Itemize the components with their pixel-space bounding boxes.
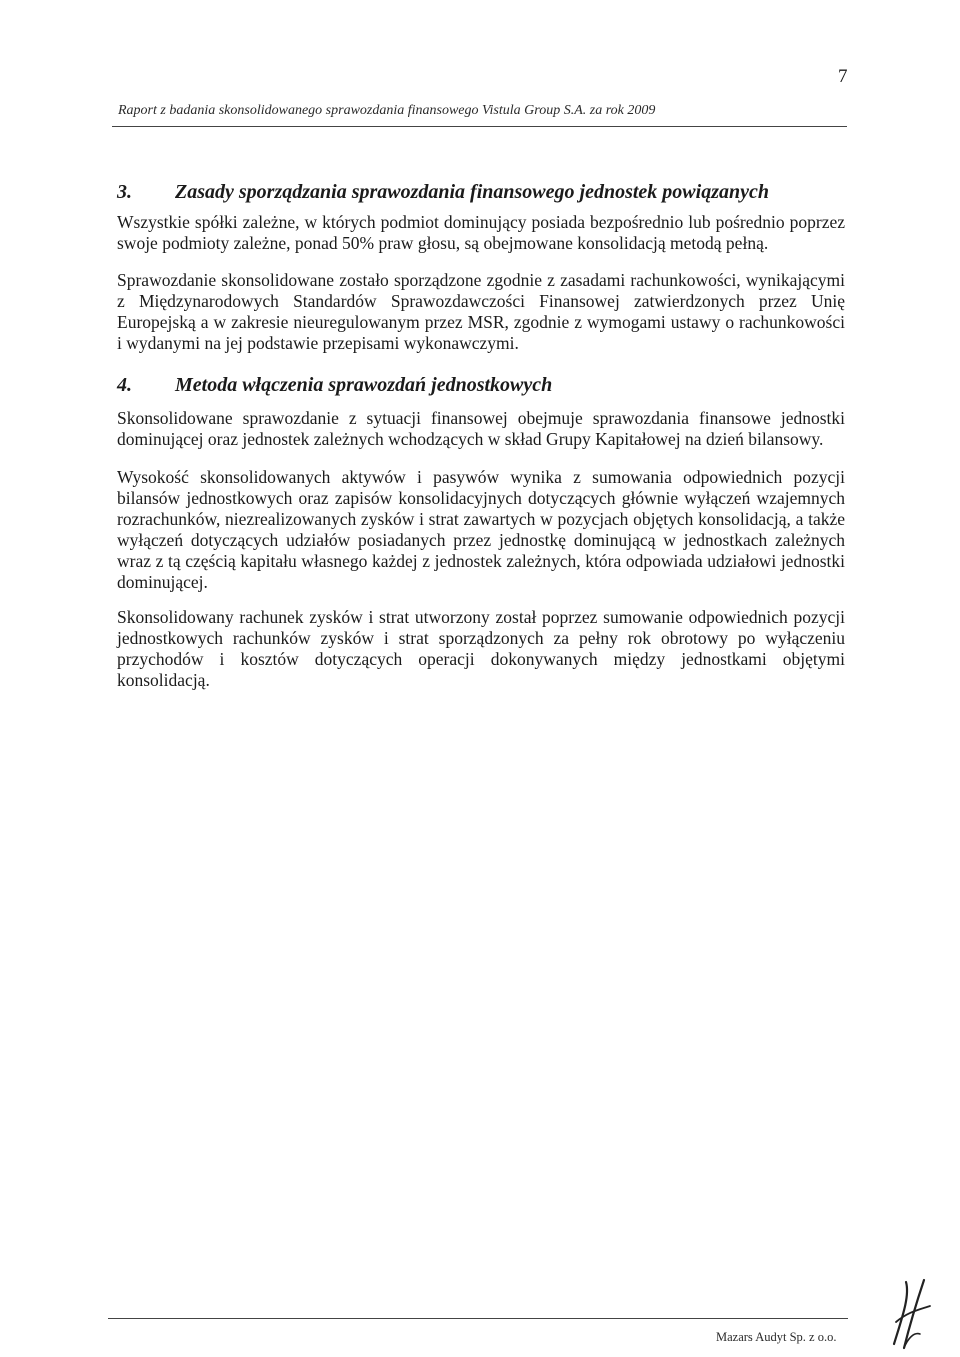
footer-divider: [108, 1318, 848, 1319]
footer-company: Mazars Audyt Sp. z o.o.: [716, 1330, 837, 1344]
paragraph: Wszystkie spółki zależne, w których podmiot dominujący posiada bezpośrednio lub pośrednio poprzez swoje podmioty zależne, ponad 50% praw głosu, są obejmowane konsolidacją metodą pełną.: [117, 212, 845, 253]
section-heading-4: [117, 371, 845, 399]
section-number: 3.: [117, 181, 132, 203]
section-title: Zasady sporządzania sprawozdania finansowego jednostek powiązanych: [175, 181, 769, 203]
section-heading-3: [117, 178, 845, 206]
paragraph: Skonsolidowane sprawozdanie z sytuacji finansowej obejmuje sprawozdania finansowe jednostki dominującej oraz jednostek zależnych wchodzących w skład Grupy Kapitałowej na dzień bilansowy.: [117, 408, 845, 449]
section-number: 4.: [117, 374, 132, 396]
header-divider: [112, 126, 847, 127]
paragraph: Sprawozdanie skonsolidowane zostało sporządzone zgodnie z zasadami rachunkowości, wynikającymi z Międzynarodowych Standardów Sprawozdawczości Finansowej zatwierdzonych przez Unię Europejską a w zakresie nieuregulowanym przez MSR, zgodnie z wymogami ustawy o rachunkowości i wydanymi na jej podstawie przepisami wykonawczymi.: [117, 270, 845, 353]
running-header: Raport z badania skonsolidowanego sprawozdania finansowego Vistula Group S.A. za rok 2009: [118, 103, 656, 118]
document-body: [117, 178, 845, 691]
paragraph: Wysokość skonsolidowanych aktywów i pasywów wynika z sumowania odpowiednich pozycji bilansów jednostkowych oraz zapisów konsolidacyjnych dotyczących głównie wyłączeń wzajemnych rozrachunków, niezrealizowanych zysków i strat zawartych w pozycjach objętych konsolidacją, a także wyłączeń dotyczących udziałów posiadanych przez jednostkę dominującą w jednostkach zależnych wraz z tą częścią kapitału własnego każdej z jednostek zależnych, która odpowiada udziałowi jednostki dominującej.: [117, 467, 845, 592]
paragraph: Skonsolidowany rachunek zysków i strat utworzony został poprzez sumowanie odpowiednich pozycji jednostkowych rachunków zysków i strat sporządzonych za pełny rok obrotowy po wyłączeniu przychodów i kosztów dotyczących operacji dokonywanych między jednostkami objętymi konsolidacją.: [117, 607, 845, 690]
signature-mark: [884, 1278, 944, 1350]
section-title: Metoda włączenia sprawozdań jednostkowych: [175, 374, 553, 396]
page-number: 7: [838, 66, 848, 87]
